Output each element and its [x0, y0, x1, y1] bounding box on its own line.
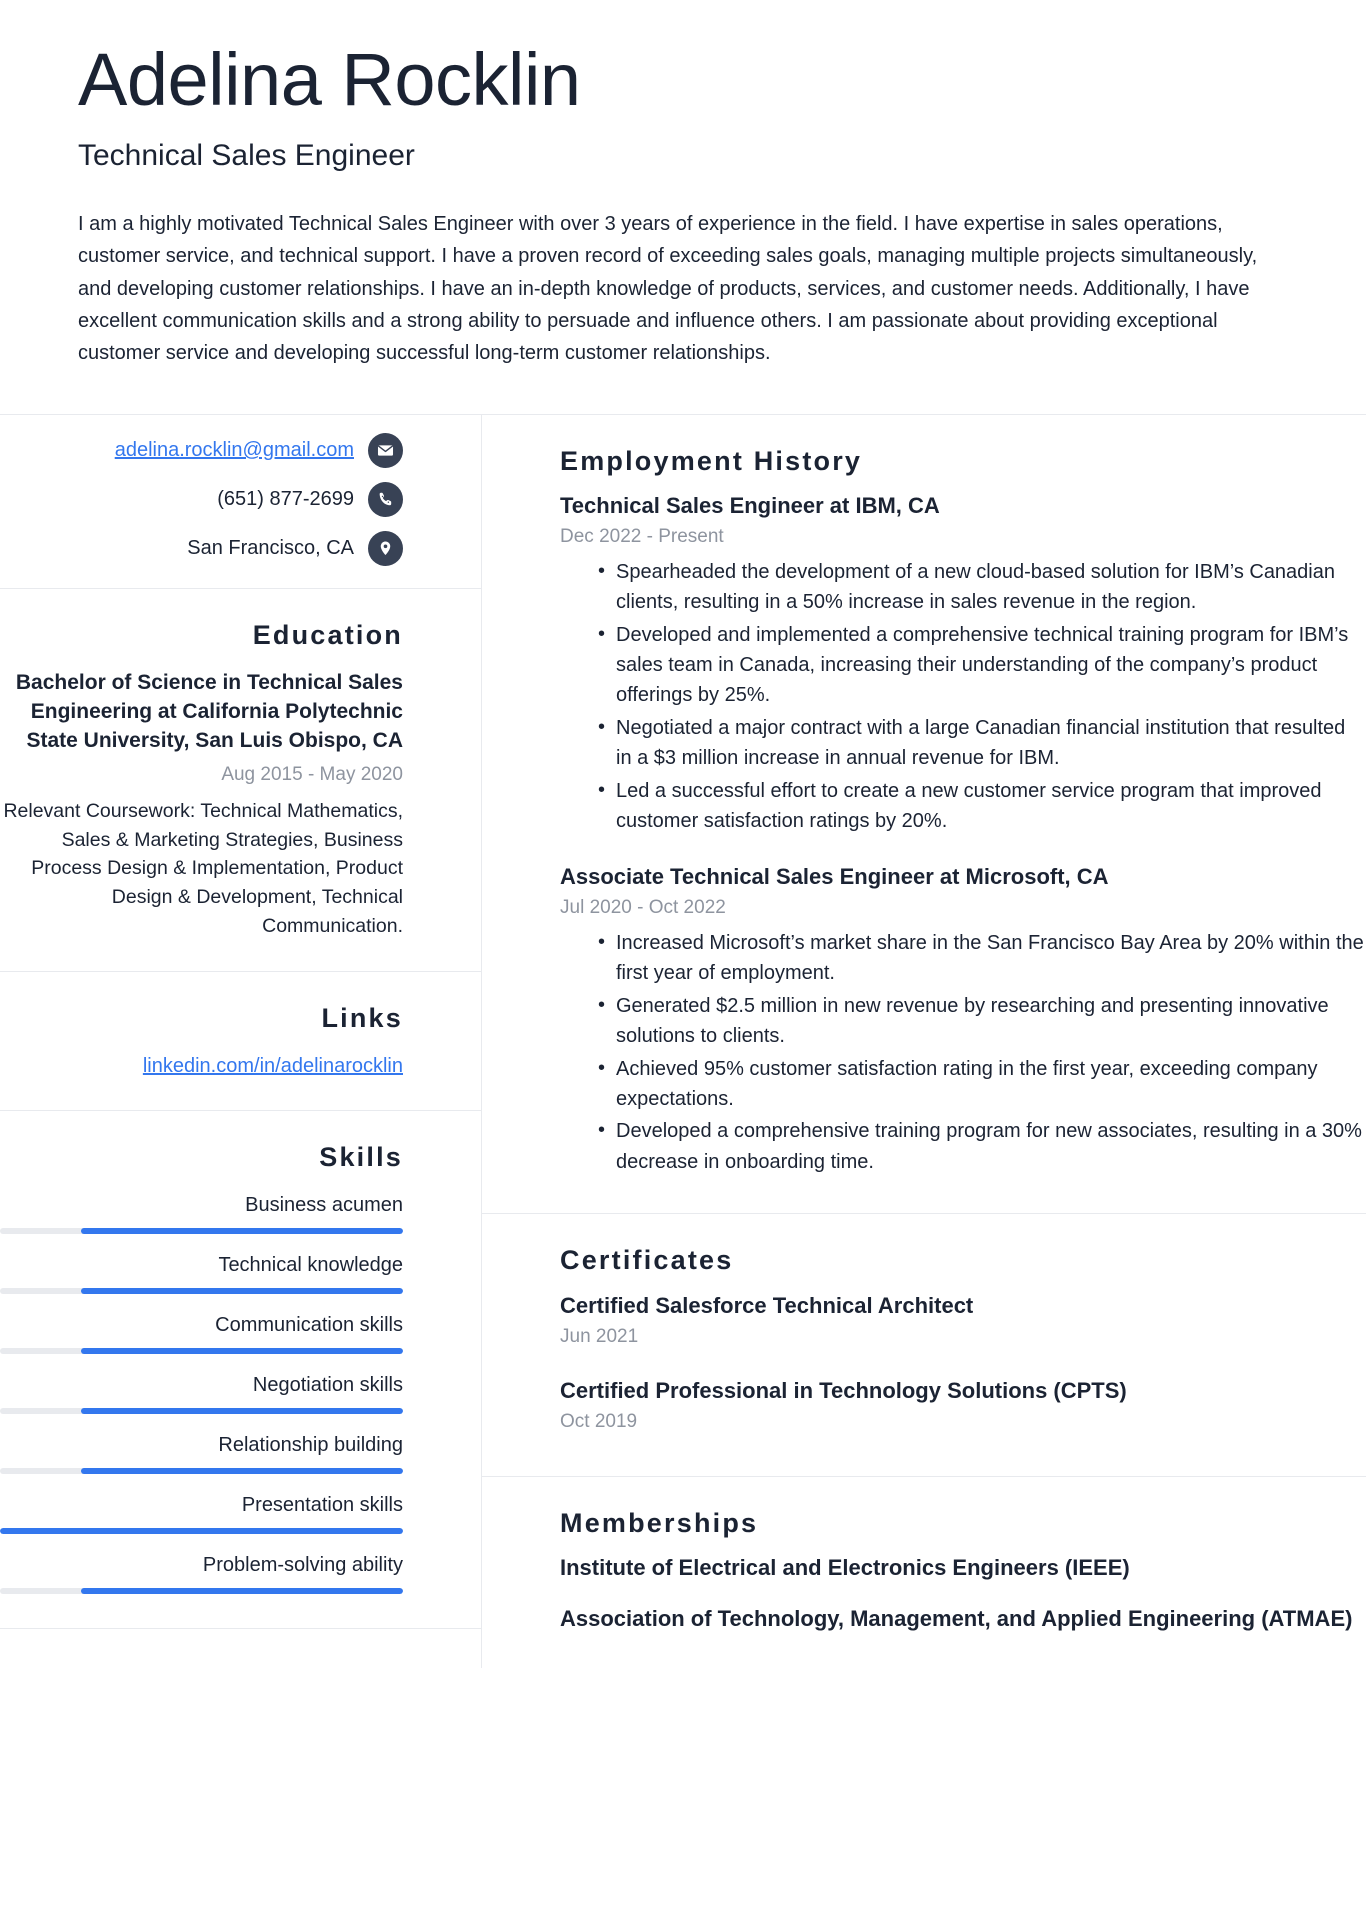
employment-history-section [482, 415, 1366, 1214]
skill-bar-track [0, 1468, 403, 1474]
skill-bar-track [0, 1528, 403, 1534]
skill-item [0, 1192, 403, 1234]
skill-label: Business acumen [245, 1193, 403, 1216]
skill-bar-fill [0, 1528, 403, 1534]
envelope-icon [368, 433, 403, 468]
skill-item [0, 1252, 403, 1294]
skill-item [0, 1552, 403, 1594]
skill-bar-track [0, 1228, 403, 1234]
bullet-item: • Developed a comprehensive training program for new associates, resulting in a 30% decrease in onboarding time. [598, 1116, 1366, 1177]
contact-item-phone[interactable] [0, 482, 403, 517]
email-value[interactable]: adelina.rocklin@gmail.com [114, 439, 354, 462]
employment-title: Technical Sales Engineer at IBM, CA [560, 493, 940, 519]
bullet-item: • Spearheaded the development of a new cloud-based solution for IBM’s Canadian clients, resulting in a 50% increase in sales revenue in the region. [598, 557, 1366, 618]
contact-item-email[interactable] [0, 433, 403, 468]
phone-icon [368, 482, 403, 517]
certificates-heading: Certificates [560, 1245, 734, 1276]
skill-item [0, 1432, 403, 1474]
professional-summary: I am a highly motivated Technical Sales Engineer with over 3 years of experience in the field. I have expertise in sales operations, customer service, and technical support. I have a proven record of exceeding sales goals, managing multiple projects simultaneously, and developing customer relationships. I have an in-depth knowledge of products, services, and customer needs. Additionally, I have excellent communication skills and a strong ability to persuade and influence others. I am passionate about providing exceptional customer service and developing successful long-term customer relationships. [78, 212, 1258, 365]
education-degree: Bachelor of Science in Technical Sales Engineering at California Polytechnic State University, San Luis Obispo, CA [15, 671, 403, 753]
membership-item: Association of Technology, Management, and Applied Engineering (ATMAE) [560, 1605, 1353, 1631]
education-heading: Education [252, 619, 403, 650]
skills-section [0, 1111, 481, 1628]
bullet-item: • Generated $2.5 million in new revenue by researching and presenting innovative solutions to clients. [598, 991, 1366, 1052]
sidebar [0, 415, 482, 1668]
skill-label: Communication skills [215, 1313, 403, 1336]
bullet-item: • Led a successful effort to create a new customer service program that improved customer satisfaction ratings by 20%. [598, 776, 1366, 837]
skill-bar-track [0, 1348, 403, 1354]
education-description: Relevant Coursework: Technical Mathematics, Sales & Marketing Strategies, Business Process Design & Implementation, Product Design & Development, Technical Communication. [3, 799, 403, 938]
skill-bar-fill [81, 1348, 403, 1354]
skill-bar-track [0, 1588, 403, 1594]
links-heading: Links [321, 1003, 403, 1034]
bullet-item: • Increased Microsoft’s market share in the San Francisco Bay Area by 20% within the first year of employment. [598, 928, 1366, 989]
contact-item-location [0, 531, 403, 566]
skill-bar-track [0, 1408, 403, 1414]
phone-value: (651) 877-2699 [217, 488, 354, 511]
certificate-title: Certified Professional in Technology Solutions (CPTS) [560, 1378, 1127, 1404]
certificates-section [482, 1214, 1366, 1477]
links-section [0, 972, 481, 1111]
certificate-entry [560, 1291, 1366, 1351]
location-pin-icon [368, 531, 403, 566]
skill-label: Relationship building [218, 1433, 403, 1456]
employment-entry [560, 862, 1366, 1177]
certificate-entry [560, 1376, 1366, 1436]
main-content [482, 415, 1366, 1668]
link-linkedin[interactable]: linkedin.com/in/adelinarocklin [142, 1055, 403, 1078]
skill-item [0, 1312, 403, 1354]
skills-heading: Skills [319, 1142, 403, 1173]
bullet-item: • Negotiated a major contract with a large Canadian financial institution that resulted in a $3 million increase in annual revenue for IBM. [598, 713, 1366, 774]
employment-bullets [560, 928, 1366, 1177]
skill-bar-track [0, 1288, 403, 1294]
location-value: San Francisco, CA [187, 537, 354, 560]
skill-bar-fill [81, 1468, 403, 1474]
contact-section [0, 415, 481, 589]
membership-item: Institute of Electrical and Electronics Engineers (IEEE) [560, 1555, 1130, 1581]
skill-label: Negotiation skills [252, 1373, 403, 1396]
employment-entry [560, 491, 1366, 836]
skill-label: Technical knowledge [218, 1253, 403, 1276]
employment-history-heading: Employment History [560, 445, 863, 476]
job-title: Technical Sales Engineer [78, 138, 415, 172]
employment-bullets [560, 557, 1366, 837]
education-section [0, 589, 481, 972]
skill-bar-fill [81, 1588, 403, 1594]
bullet-item: • Developed and implemented a comprehensive technical training program for IBM’s sales team in Canada, increasing their understanding of the company’s product offerings by 25%. [598, 620, 1366, 711]
employment-title: Associate Technical Sales Engineer at Microsoft, CA [560, 864, 1109, 890]
employment-date: Jul 2020 - Oct 2022 [560, 897, 726, 919]
memberships-heading: Memberships [560, 1507, 759, 1538]
certificate-date: Oct 2019 [560, 1411, 638, 1433]
certificate-date: Jun 2021 [560, 1325, 639, 1347]
skill-item [0, 1372, 403, 1414]
resume-header [0, 0, 1366, 414]
employment-date: Dec 2022 - Present [560, 526, 724, 548]
education-date: Aug 2015 - May 2020 [221, 764, 403, 786]
skill-label: Presentation skills [241, 1493, 403, 1516]
bullet-item: • Achieved 95% customer satisfaction rating in the first year, exceeding company expectations. [598, 1054, 1366, 1115]
certificate-title: Certified Salesforce Technical Architect [560, 1292, 974, 1318]
skill-item [0, 1492, 403, 1534]
skill-bar-fill [81, 1228, 403, 1234]
page-title: Adelina Rocklin [78, 38, 581, 121]
skill-label: Problem-solving ability [202, 1553, 403, 1576]
skill-bar-fill [81, 1288, 403, 1294]
skill-bar-fill [81, 1408, 403, 1414]
resume-body [0, 414, 1366, 1668]
memberships-section [482, 1477, 1366, 1668]
